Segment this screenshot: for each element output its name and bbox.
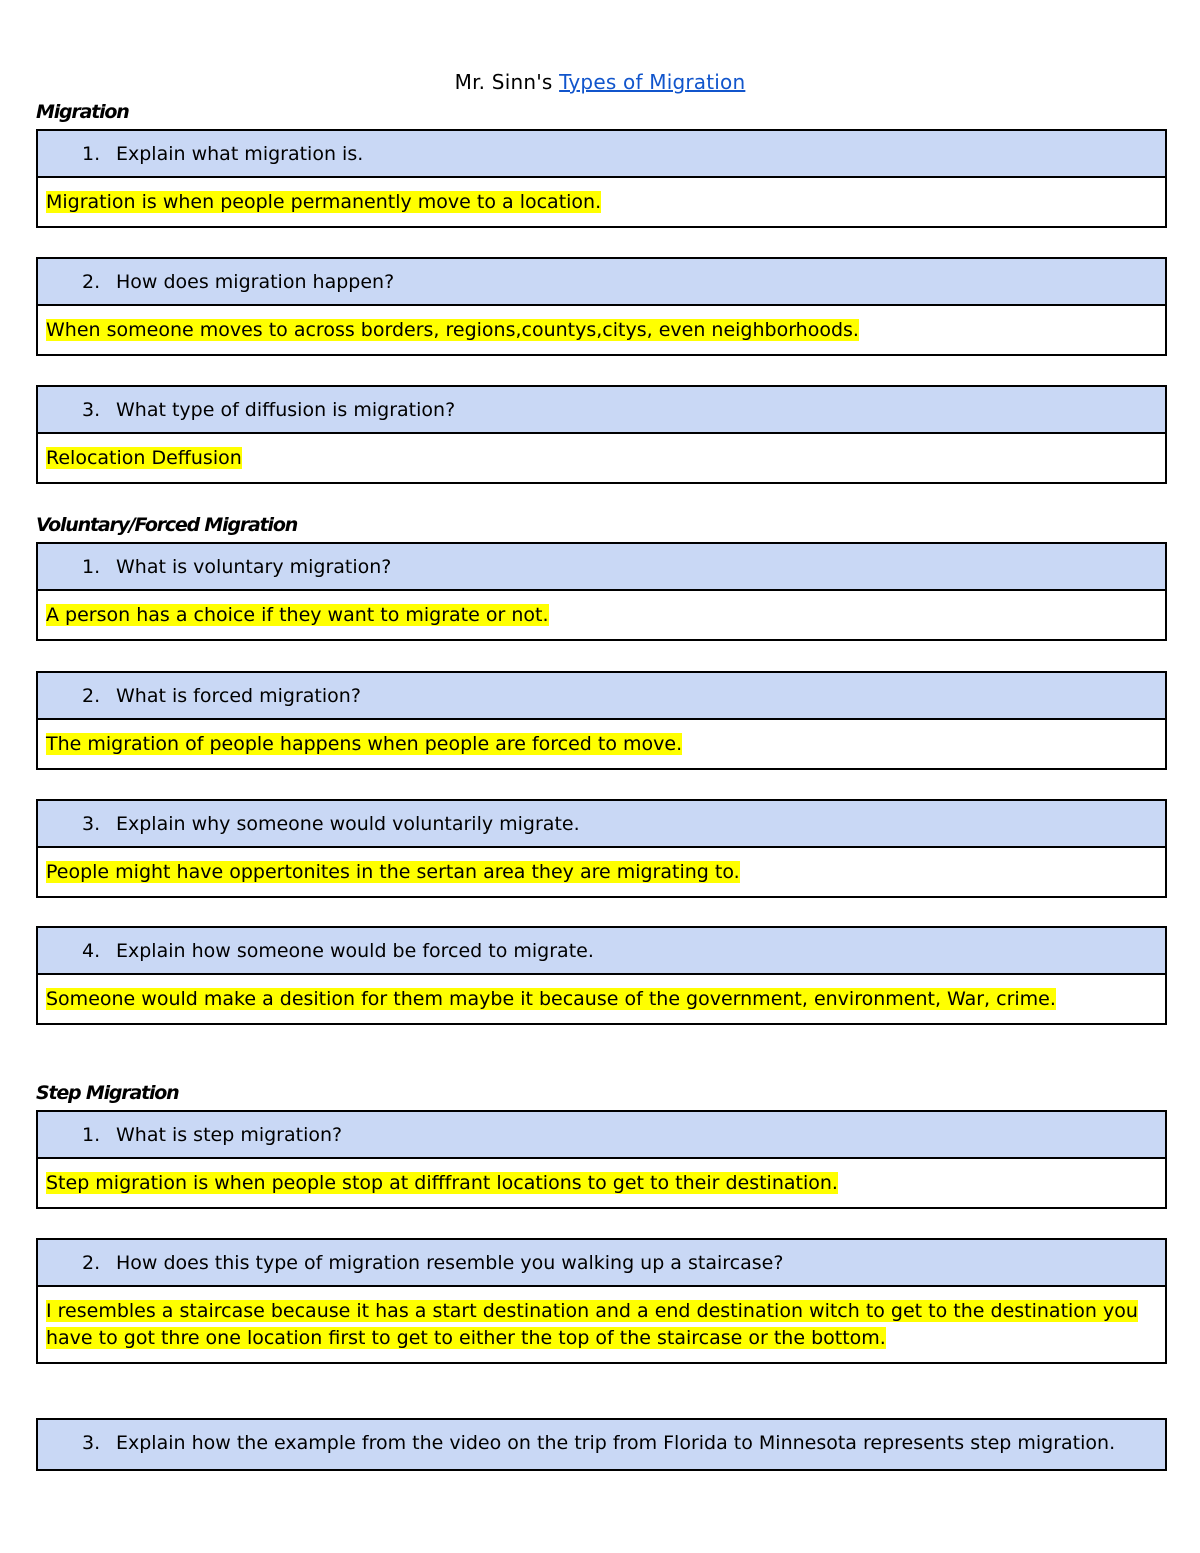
answer-field[interactable] xyxy=(38,848,1165,896)
question-text: Explain what migration is. xyxy=(116,143,364,165)
question-text: Explain how someone would be forced to migrate. xyxy=(116,940,594,962)
question-text: What type of diffusion is migration? xyxy=(116,399,456,421)
answer-text: Relocation Deffusion xyxy=(46,447,242,469)
question-row xyxy=(38,1420,1165,1469)
question-number: 2. xyxy=(82,685,101,707)
question-number: 3. xyxy=(82,399,101,421)
question-box xyxy=(36,1110,1167,1209)
question-box xyxy=(36,1418,1167,1471)
question-box xyxy=(36,926,1167,1025)
title-link[interactable]: Types of Migration xyxy=(559,70,746,94)
answer-field[interactable] xyxy=(38,178,1165,226)
question-number: 1. xyxy=(82,556,101,578)
answer-field[interactable] xyxy=(38,975,1165,1023)
question-box xyxy=(36,129,1167,228)
question-number: 2. xyxy=(82,1252,101,1274)
question-row xyxy=(38,801,1165,848)
section-heading-migration: Migration xyxy=(36,101,129,123)
question-text: How does this type of migration resemble you walking up a staircase? xyxy=(116,1252,784,1274)
answer-text: I resembles a staircase because it has a start destination and a end destination witch to get to the destination you have to got thre one location first to get to either the top of the staircase or the bottom. xyxy=(46,1300,1138,1349)
answer-text: When someone moves to across borders, regions,countys,citys, even neighborhoods. xyxy=(46,319,859,341)
answer-field[interactable] xyxy=(38,720,1165,768)
answer-text: People might have oppertonites in the sertan area they are migrating to. xyxy=(46,861,740,883)
question-text: What is voluntary migration? xyxy=(116,556,392,578)
question-box xyxy=(36,1238,1167,1364)
question-row xyxy=(38,131,1165,178)
question-text: How does migration happen? xyxy=(116,271,395,293)
question-row xyxy=(38,673,1165,720)
question-box xyxy=(36,542,1167,641)
section-heading-step-migration: Step Migration xyxy=(36,1082,179,1104)
question-number: 4. xyxy=(82,940,101,962)
question-number: 2. xyxy=(82,271,101,293)
answer-field[interactable] xyxy=(38,434,1165,482)
question-number: 3. xyxy=(82,1432,101,1454)
question-row xyxy=(38,928,1165,975)
question-row xyxy=(38,387,1165,434)
document-title xyxy=(0,70,1200,94)
question-row xyxy=(38,259,1165,306)
answer-text: Step migration is when people stop at difffrant locations to get to their destination. xyxy=(46,1172,838,1194)
question-text: Explain how the example from the video on the trip from Florida to Minnesota represents step migration. xyxy=(116,1432,1116,1454)
answer-field[interactable] xyxy=(38,591,1165,639)
title-prefix: Mr. Sinn's xyxy=(454,70,553,94)
question-text: Explain why someone would voluntarily migrate. xyxy=(116,813,580,835)
answer-text: Migration is when people permanently move to a location. xyxy=(46,191,602,213)
question-number: 3. xyxy=(82,813,101,835)
question-text: What is forced migration? xyxy=(116,685,361,707)
question-box xyxy=(36,671,1167,770)
answer-text: The migration of people happens when people are forced to move. xyxy=(46,733,683,755)
question-row xyxy=(38,1112,1165,1159)
answer-field[interactable] xyxy=(38,1287,1165,1362)
answer-text: Someone would make a desition for them maybe it because of the government, environment, War, crime. xyxy=(46,988,1056,1010)
question-row xyxy=(38,1240,1165,1287)
answer-field[interactable] xyxy=(38,306,1165,354)
question-box xyxy=(36,257,1167,356)
question-number: 1. xyxy=(82,1124,101,1146)
question-number: 1. xyxy=(82,143,101,165)
question-row xyxy=(38,544,1165,591)
question-box xyxy=(36,385,1167,484)
section-heading-voluntary-forced: Voluntary/Forced Migration xyxy=(36,514,298,536)
answer-field[interactable] xyxy=(38,1159,1165,1207)
question-box xyxy=(36,799,1167,898)
question-text: What is step migration? xyxy=(116,1124,343,1146)
answer-text: A person has a choice if they want to migrate or not. xyxy=(46,604,549,626)
